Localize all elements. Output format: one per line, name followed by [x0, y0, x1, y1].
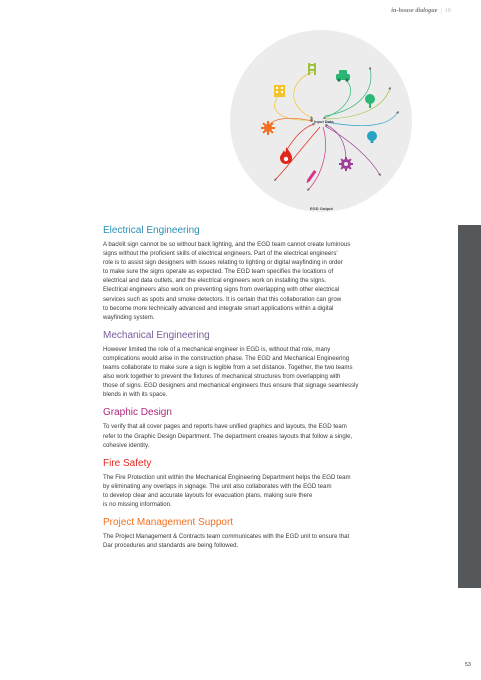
- section-title: Project Management Support: [103, 517, 234, 529]
- section-fire-safety: [103, 458, 373, 509]
- section-title: Graphic Design: [103, 407, 172, 419]
- section-mechanical-engineering: [103, 330, 373, 400]
- sun-icon: [261, 121, 275, 135]
- input-data-label: Input Data: [314, 119, 334, 124]
- section-paragraph: The Project Management & Contracts team communicates with the EGD unit to ensure that Dar procedures and standards are being followed.: [103, 533, 350, 550]
- section-graphic-design: [103, 407, 373, 449]
- section-electrical-engineering: [103, 225, 373, 322]
- page-number: 53: [464, 662, 471, 668]
- section-title: Mechanical Engineering: [103, 329, 210, 341]
- workflow-diagram: [230, 30, 412, 212]
- section-paragraph: A backlit sign cannot be so without back lighting, and the EGD team cannot create luminous signs without the proficient skills of electrical engineers. Part of the electrical engineers’ role is to assist sign designers with issues relating to lighting or digital wayfinding in order to make sure the signs operate as expected. The EGD team specifies the locations of electrical and data outlets, and the electrical engineers work on installing the signs. Electrical engineers also work on preventing signs from overlapping with other electrical services such as spots and smoke detectors. It is certain that this collaboration can grow to become more technically advanced and integrate smart applications within a digital wayfinding system.: [103, 241, 351, 321]
- egd-output-label: EGD Output: [310, 206, 333, 211]
- issue-number: 18: [444, 8, 451, 14]
- building-icon: [274, 85, 285, 97]
- section-paragraph: However limited the role of a mechanical engineer in EGD is, without that role, many complications would arise in the construction phase. The EGD and Mechanical Engineering teams collaborate to make sure a sign is legible from a set distance. Together, the two teams also work together to prevent the fixtures of mechanical structures from overlapping with those of signs. EGD designers and mechanical engineers thus ensure that signage seamlessly blends in with its space.: [103, 345, 359, 399]
- gear-icon: [339, 157, 353, 171]
- section-title: Fire Safety: [103, 457, 152, 469]
- section-paragraph: To verify that all cover pages and reports have unified graphics and layouts, the EGD team refer to the Graphic Design Department. The department creates layouts that follow a single, cohesive identity.: [103, 423, 353, 449]
- publication-title: in-house dialogue: [391, 8, 438, 14]
- running-header: [391, 8, 451, 14]
- header-separator: |: [440, 8, 442, 14]
- article-body: [103, 225, 373, 558]
- section-project-management: [103, 517, 373, 550]
- section-paragraph: The Fire Protection unit within the Mechanical Engineering Department helps the EGD team by eliminating any overlaps in signage. The unit also collaborates with the EGD team to develop clear and accurate layouts for evacuation plans, making sure there is no missing information.: [103, 473, 351, 508]
- page-side-tab: [458, 225, 481, 588]
- section-title: Electrical Engineering: [103, 225, 200, 236]
